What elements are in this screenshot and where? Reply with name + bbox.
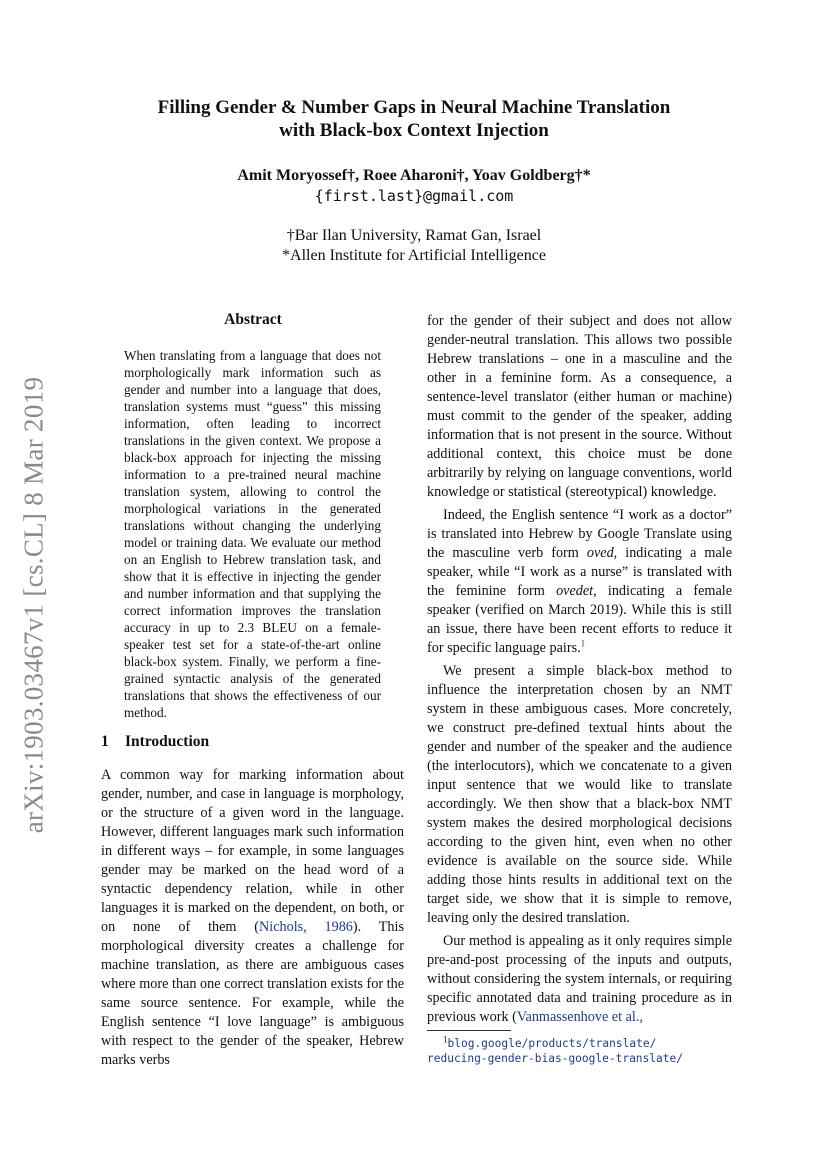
introduction-right-column bbox=[427, 312, 732, 1027]
footnote-url-part-1[interactable]: blog.google/products/translate/ bbox=[447, 1037, 657, 1050]
citation-vanmassenhove[interactable]: Vanmassenhove et al., bbox=[516, 1009, 643, 1025]
title-line-2: with Black-box Context Injection bbox=[279, 120, 549, 141]
p4-text-a: Our method is appealing as it only requires simple pre-and-post processing of the inputs and outputs, without considering the system internals, or requiring specific annotated data and training procedure as in previous work ( bbox=[427, 933, 732, 1025]
intro-text-part-a: A common way for marking information about gender, number, and case in language is morphology, or the structure of a given word in the language. However, different languages mark such information in different ways – for example, in some languages gender may be marked on the head word of a syntactic dependency relation, while in other languages it is marked on the dependent, on both, or on none of them ( bbox=[101, 767, 404, 935]
section-heading-introduction bbox=[101, 732, 404, 752]
paragraph-method-appeal bbox=[427, 932, 732, 1027]
footnote-number: 1 bbox=[443, 1034, 448, 1045]
p2-text-a: Indeed, the English sentence “I work as a doctor” is translated into Hebrew by Google Translate using the masculine verb form bbox=[427, 507, 732, 561]
p2-text-b: , indicating a male speaker, while “I work as a nurse” is translated with the feminine form bbox=[427, 545, 732, 599]
abstract-heading: Abstract bbox=[224, 311, 282, 328]
word-ovedet: ovedet bbox=[556, 583, 594, 599]
author-email: {first.last}@gmail.com bbox=[314, 187, 514, 205]
footnote-marker-link[interactable]: 1 bbox=[580, 638, 586, 649]
arxiv-identifier: arXiv:1903.03467v1 [cs.CL] 8 Mar 2019 bbox=[18, 376, 49, 834]
affiliations bbox=[0, 226, 828, 266]
citation-nichols-1986[interactable]: Nichols, 1986 bbox=[259, 919, 353, 935]
introduction-left-column bbox=[101, 766, 404, 1070]
author-list: Amit Moryossef†, Roee Aharoni†, Yoav Goldberg†* bbox=[237, 167, 591, 184]
p2-text-c: , indicating a female speaker (verified on March 2019). While this is still an issue, there have been recent efforts to reduce it for specific language pairs. bbox=[427, 583, 732, 656]
word-oved: oved bbox=[586, 545, 614, 561]
footnote-1 bbox=[427, 1036, 732, 1066]
paragraph-gender-subject: for the gender of their subject and does not allow gender-neutral translation. This allows two possible Hebrew translations – one in a masculine and the other in a feminine form. As a consequence, a sentence-level translator (either human or machine) must commit to the gender of the speaker, adding information that is not present in the source. Without additional context, this choice must be done arbitrarily by relying on language conventions, world knowledge or statistical (stereotypical) knowledge. bbox=[427, 313, 732, 500]
intro-text-part-b: ). This morphological diversity creates a challenge for machine translation, as there are ambiguous cases where more than one correct translation exists for the same source sentence. For example, while the English sentence “I love language” is ambiguous with respect to the gender of the speaker, Hebrew marks verbs bbox=[101, 919, 404, 1068]
affiliation-allen-institute: *Allen Institute for Artificial Intelligence bbox=[282, 247, 546, 264]
footnote-separator bbox=[427, 1030, 511, 1031]
section-number: 1 bbox=[101, 733, 109, 750]
paper-title bbox=[0, 96, 828, 142]
title-line-1: Filling Gender & Number Gaps in Neural Machine Translation bbox=[157, 97, 671, 118]
paragraph-google-translate-example bbox=[427, 506, 732, 658]
arxiv-side-stamp bbox=[14, 370, 54, 840]
footnote-url-line-1[interactable] bbox=[427, 1036, 732, 1051]
abstract-body: When translating from a language that does not morphologically mark information such as gender and number into a language that does, translation systems must “guess” this missing information, often leading to incorrect translations in the given context. We propose a black-box approach for injecting the missing information to a pre-trained neural machine translation system, allowing to control the morphological variations in the generated translations without changing the underlying model or training data. We evaluate our method on an English to Hebrew translation task, and show that it is effective in injecting the gender and number information and that supplying the correct information improves the translation accuracy in up to 2.3 BLEU on a female-speaker test set for a state-of-the-art online black-box system. Finally, we perform a fine-grained syntactic analysis of the generated translations that shows the effectiveness of our method. bbox=[124, 348, 381, 720]
affiliation-bar-ilan: †Bar Ilan University, Ramat Gan, Israel bbox=[286, 227, 542, 244]
paragraph-method-overview: We present a simple black-box method to influence the interpretation chosen by an NMT system in these ambiguous cases. More concretely, we construct pre-defined textual hints about the gender and number of the speaker and the audience (the interlocutors), which we concatenate to a given input sentence that we would like to translate accordingly. We then show that a black-box NMT system makes the desired morphological decisions according to the given hint, even when no other evidence is available on the source side. While adding those hints results in additional text on the target side, we show that it is simple to remove, leaving only the desired translation. bbox=[427, 663, 732, 926]
footnote-url-line-2[interactable]: reducing-gender-bias-google-translate/ bbox=[427, 1052, 683, 1065]
section-title: Introduction bbox=[125, 733, 210, 750]
